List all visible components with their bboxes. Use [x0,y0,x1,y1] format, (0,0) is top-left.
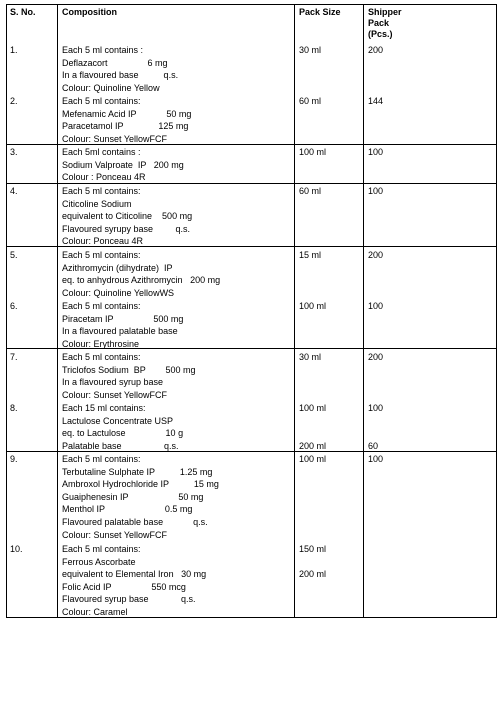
item-pack-size: 60 ml [299,186,322,196]
item-shipper-pack: 200 [368,45,384,55]
item-sno: 4. [10,186,18,196]
composition-line: Palatable base q.s. [62,440,179,451]
composition-line: Colour: Caramel [62,606,128,617]
composition-line: equivalent to Citicoline 500 mg [62,211,193,222]
composition-line: Each 5 ml contains: [62,250,141,260]
item-pack-size: 100 ml [299,454,327,464]
composition-line: Colour: Erythrosine [62,338,140,349]
item-pack-size: 100 ml [299,403,327,413]
column-divider [363,4,364,618]
composition-line: Each 5 ml contains: [62,96,141,106]
composition-line: Each 5 ml contains : [62,45,144,55]
composition-line: Terbutaline Sulphate IP 1.25 mg [62,466,213,477]
item-composition [62,146,184,184]
composition-line: In a flavoured palatable base [62,326,178,337]
composition-line: Colour: Quinoline YellowWS [62,287,175,298]
composition-line: Menthol IP 0.5 mg [62,504,193,515]
composition-line: eq. to anhydrous Azithromycin 200 mg [62,275,221,286]
header-shipper-line1: Shipper [368,7,402,17]
header-pack-size: Pack Size [299,7,341,17]
item-shipper-pack: 100 [368,454,384,464]
composition-line: Ferrous Ascorbate [62,556,136,567]
composition-line: equivalent to Elemental Iron 30 mg [62,569,207,580]
item-shipper-pack: 200 [368,250,384,260]
header-shipper-line3: (Pcs.) [368,29,393,39]
item-shipper-pack: 100 [368,301,384,311]
composition-line: Each 5ml contains : [62,147,141,157]
header-composition: Composition [62,7,117,17]
table-border-top [6,4,497,5]
item-shipper-pack-alt: 60 [368,441,379,451]
composition-line: Guaiphenesin IP 50 mg [62,491,204,502]
header-sno: S. No. [10,7,36,17]
item-sno: 8. [10,403,18,413]
item-composition [62,44,178,94]
item-pack-size: 30 ml [299,45,322,55]
item-pack-size: 15 ml [299,250,322,260]
composition-line: Colour: Sunset YellowFCF [62,529,168,540]
composition-line: Colour : Ponceau 4R [62,172,146,183]
item-shipper-pack: 100 [368,186,384,196]
composition-line: Folic Acid IP 550 mcg [62,581,186,592]
composition-line: In a flavoured base q.s. [62,70,179,81]
composition-line: Each 15 ml contains: [62,403,146,413]
item-pack-size: 100 ml [299,147,327,157]
item-composition [62,249,220,299]
composition-line: In a flavoured syrup base [62,377,164,388]
item-composition [62,185,192,248]
header-shipper-line2: Pack [368,18,390,28]
composition-line: Each 5 ml contains: [62,352,141,362]
item-sno: 7. [10,352,18,362]
item-pack-size: 30 ml [299,352,322,362]
item-composition [62,300,183,350]
composition-line: Flavoured palatable base q.s. [62,516,208,527]
composition-line: Citicoline Sodium [62,198,132,209]
item-sno: 1. [10,45,18,55]
item-sno: 3. [10,147,18,157]
table-border-left [6,4,7,618]
composition-line: Each 5 ml contains: [62,544,141,554]
composition-line: Each 5 ml contains: [62,301,141,311]
composition-line: Each 5 ml contains: [62,186,141,196]
composition-line: Mefenamic Acid IP 50 mg [62,108,192,119]
item-sno: 5. [10,250,18,260]
item-composition [62,453,219,541]
composition-line: Flavoured syrupy base q.s. [62,223,191,234]
item-shipper-pack: 100 [368,147,384,157]
item-sno: 9. [10,454,18,464]
composition-line: Colour: Quinoline Yellow [62,82,160,93]
composition-line: Each 5 ml contains: [62,454,141,464]
composition-line: Colour: Sunset YellowFCF [62,389,168,400]
item-composition [62,402,183,452]
item-sno: 6. [10,301,18,311]
composition-line: Colour: Ponceau 4R [62,236,144,247]
composition-line: Deflazacort 6 mg [62,57,168,68]
item-sno: 10. [10,544,23,554]
item-pack-size-alt: 200 ml [299,569,327,579]
composition-line: Piracetam IP 500 mg [62,313,184,324]
table-border-right [496,4,497,618]
composition-line: Triclofos Sodium BP 500 mg [62,364,196,375]
composition-line: Paracetamol IP 125 mg [62,121,189,132]
item-pack-size-alt: 200 ml [299,441,327,451]
header-shipper-pack [368,7,402,40]
item-pack-size: 100 ml [299,301,327,311]
item-shipper-pack: 200 [368,352,384,362]
composition-line: Azithromycin (dihydrate) IP [62,262,173,273]
item-composition [62,351,196,401]
composition-line: eq. to Lactulose 10 g [62,428,184,439]
composition-line: Sodium Valproate IP 200 mg [62,159,184,170]
item-shipper-pack: 100 [368,403,384,413]
composition-line: Lactulose Concentrate USP [62,415,174,426]
item-composition [62,95,191,145]
item-pack-size: 150 ml [299,544,327,554]
composition-line: Colour: Sunset YellowFCF [62,133,168,144]
item-pack-size: 60 ml [299,96,322,106]
item-sno: 2. [10,96,18,106]
column-divider [57,4,58,618]
composition-line: Ambroxol Hydrochloride IP 15 mg [62,479,219,490]
item-composition [62,543,206,619]
item-shipper-pack: 144 [368,96,384,106]
column-divider [294,4,295,618]
composition-line: Flavoured syrup base q.s. [62,594,196,605]
